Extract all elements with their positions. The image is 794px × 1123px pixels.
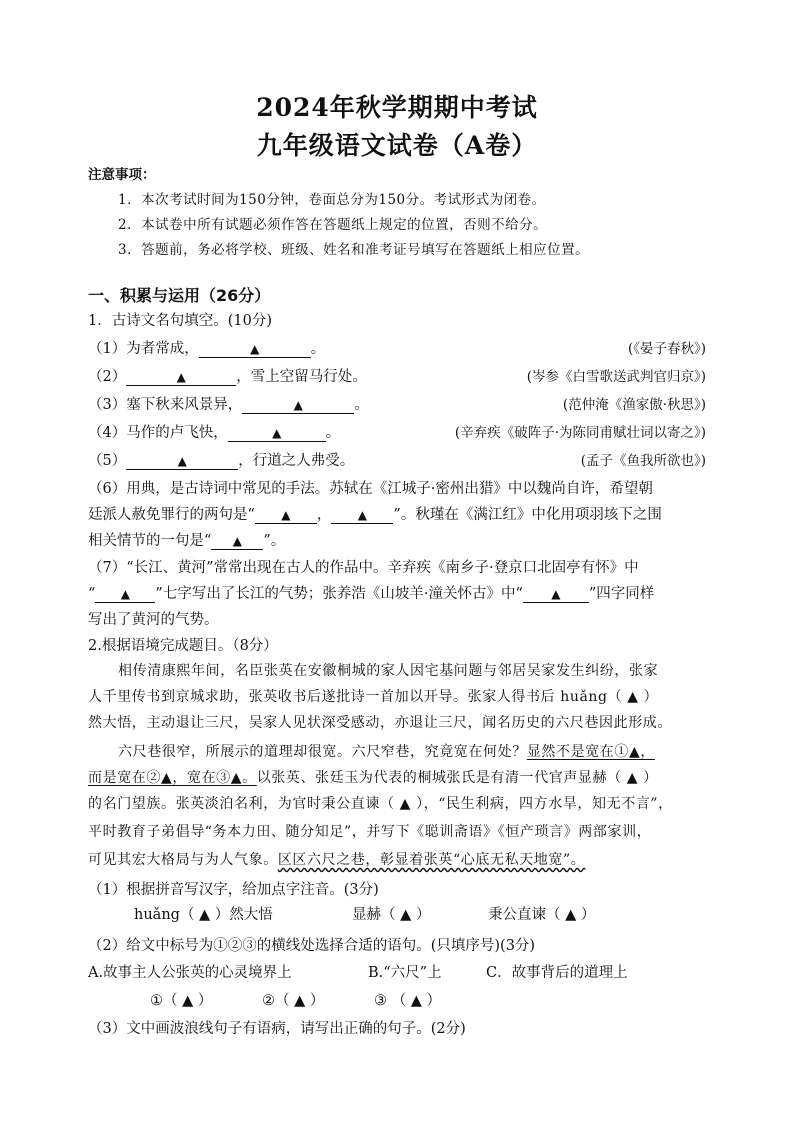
question-1-heading: 1．古诗文名句填空。(10分): [88, 313, 272, 329]
q2-sub2-answer[interactable]: ①（ ▲ ）: [150, 993, 213, 1009]
q1-item-7-text: “: [88, 586, 96, 602]
q2-sub1-item[interactable]: huǎng（ ▲ ）然大悟: [134, 907, 273, 923]
answer-blank[interactable]: ▲: [242, 397, 354, 414]
passage-line: 人千里传书到京城求助，张英收书后遂批诗一首加以开导。张家人得书后 huǎng（ ▲ ）: [88, 689, 659, 705]
note-item: 2．本试卷中所有试题必须作答在答题纸上规定的位置，否则不给分。: [118, 217, 548, 233]
passage-underlined: 显然不是宽在①▲，: [526, 744, 655, 760]
q1-item-6-text: ，: [316, 507, 332, 523]
q1-item-4: [88, 421, 340, 442]
q2-sub2-option: C．故事背后的道理上: [486, 965, 628, 981]
q2-sub2-option: A.故事主人公张英的心灵境界上: [88, 965, 292, 981]
q1-item-6-line3: [88, 529, 285, 550]
q1-item-4-prefix: （4）马作的卢飞快，: [88, 425, 228, 441]
passage-text: 以张英、张廷玉为代表的桐城张氏是有清一代官声显赫（ ▲ ）: [256, 770, 658, 786]
q1-item-1-prefix: （1）为者常成，: [88, 341, 199, 357]
passage-line: 相传清康熙年间，名臣张英在安徽桐城的家人因宅基问题与邻居吴家发生纠纷，张家: [118, 663, 659, 679]
q1-item-1-suffix: 。: [310, 341, 326, 357]
passage-wavy-sentence: 区区六尺之巷，彰显着张英“心底无私天地宽”。: [277, 852, 586, 868]
passage-line: 的名门望族。张英淡泊名利，为官时秉公直谏（ ▲ ），“民生利病，四方水旱，知无不言”，: [88, 796, 673, 812]
question-2-heading: 2.根据语境完成题目。（8分）: [88, 638, 278, 654]
note-item: 3．答题前，务必将学校、班级、姓名和准考证号填写在答题纸上相应位置。: [118, 242, 590, 258]
answer-blank[interactable]: ▲: [331, 507, 393, 524]
q1-item-3: [88, 393, 369, 414]
q1-item-3-suffix: 。: [354, 397, 369, 413]
answer-blank[interactable]: ▲: [228, 425, 326, 442]
q1-item-5-suffix: ，行道之人弗受。: [238, 453, 355, 469]
q1-item-2-suffix: ，雪上空留马行处。: [236, 369, 367, 385]
note-item: 1．本次考试时间为150分钟，卷面总分为150分。考试形式为闭卷。: [118, 192, 546, 208]
q2-sub3-heading: （3）文中画波浪线句子有语病，请写出正确的句子。(2分): [88, 1021, 466, 1037]
q2-sub2-option: B.“六尺”上: [368, 965, 442, 981]
answer-blank[interactable]: ▲: [199, 341, 311, 358]
passage-text: 可见其宏大格局与为人气象。: [88, 852, 278, 868]
q1-item-2-prefix: （2）: [88, 369, 127, 385]
answer-blank[interactable]: ▲: [211, 533, 263, 550]
q1-item-3-prefix: （3）塞下秋来风景异，: [88, 397, 243, 413]
q1-item-4-source: (辛弃疾《破阵子·为陈同甫赋壮词以寄之》): [454, 425, 706, 441]
passage-underlined: 而是宽在②▲，宽在③▲。: [88, 770, 257, 786]
answer-blank[interactable]: ▲: [523, 586, 589, 603]
q1-item-4-suffix: 。: [325, 425, 341, 441]
q2-sub1-heading: （1）根据拼音写汉字，给加点字注音。(3分): [88, 882, 379, 898]
q1-item-6-text: 相关情节的一句是“: [88, 533, 212, 549]
q1-item-7-text: ”四字同样: [588, 586, 655, 602]
q1-item-6-line2: [88, 503, 662, 524]
q1-item-1: [88, 337, 325, 358]
q1-item-7-text: ”七字写出了长江的气势；张养浩《山坡羊·潼关怀古》中“: [155, 586, 523, 602]
q1-item-5-prefix: （5）: [88, 453, 127, 469]
answer-blank[interactable]: ▲: [255, 507, 317, 524]
exam-subtitle: 九年级语文试卷（A卷）: [256, 131, 538, 160]
q2-sub1-item[interactable]: 秉公直谏（ ▲ ）: [488, 907, 596, 923]
answer-blank[interactable]: ▲: [126, 369, 236, 386]
q2-sub1-item[interactable]: 显赫（ ▲ ）: [352, 907, 431, 923]
q1-item-7-line3: 写出了黄河的气势。: [88, 612, 219, 628]
q1-item-2: [88, 365, 367, 386]
q1-item-7-line2: [88, 582, 654, 603]
q1-item-5-source: (孟子《鱼我所欲也》): [580, 453, 706, 469]
section-heading: 一、积累与运用（26分）: [88, 286, 271, 305]
q1-item-3-source: (范仲淹《渔家傲·秋思》): [562, 397, 706, 413]
passage-line: [88, 767, 658, 787]
passage-text: 六尺巷很窄，所展示的道理却很宽。六尺窄巷，究竟宽在何处？: [118, 744, 527, 760]
passage-line: 然大悟，主动退让三尺，吴家人见状深受感动，亦退让三尺，闻名历史的六尺巷因此形成。: [88, 715, 672, 731]
q1-item-6-text: 廷派人赦免罪行的两句是“: [88, 507, 255, 523]
q1-item-7-line1: （7）“长江、黄河”常常出现在古人的作品中。辛弃疾《南乡子·登京口北固亭有怀》中: [88, 560, 639, 576]
q2-sub2-heading: （2）给文中标号为①②③的横线处选择合适的语句。(只填序号)(3分): [88, 938, 536, 954]
notes-heading: 注意事项：: [88, 167, 156, 183]
q1-item-6-text: ”。: [263, 533, 286, 549]
passage-line: [88, 849, 585, 869]
q1-item-1-source: (《晏子春秋》): [627, 341, 706, 357]
q1-item-6-text: ”。秋瑾在《满江红》中化用项羽垓下之围: [393, 507, 662, 523]
passage-line: 平时教育子弟倡导“务本力田、随分知足”，并写下《聪训斋语》《恒产琐言》两部家训，: [88, 824, 652, 840]
q1-item-2-source: (岑参《白雪歌送武判官归京》): [526, 369, 706, 385]
answer-blank[interactable]: ▲: [95, 586, 155, 603]
exam-title: 2024年秋学期期中考试: [256, 93, 538, 122]
q1-item-5: [88, 449, 354, 470]
q2-sub2-answer[interactable]: ③ （ ▲ ）: [374, 993, 441, 1009]
answer-blank[interactable]: ▲: [126, 453, 238, 470]
passage-line: [118, 741, 655, 761]
q2-sub2-answer[interactable]: ②（ ▲ ）: [262, 993, 325, 1009]
q1-item-6-line1: （6）用典，是古诗词中常见的手法。苏轼在《江城子·密州出猎》中以魏尚自许，希望朝: [88, 481, 653, 497]
